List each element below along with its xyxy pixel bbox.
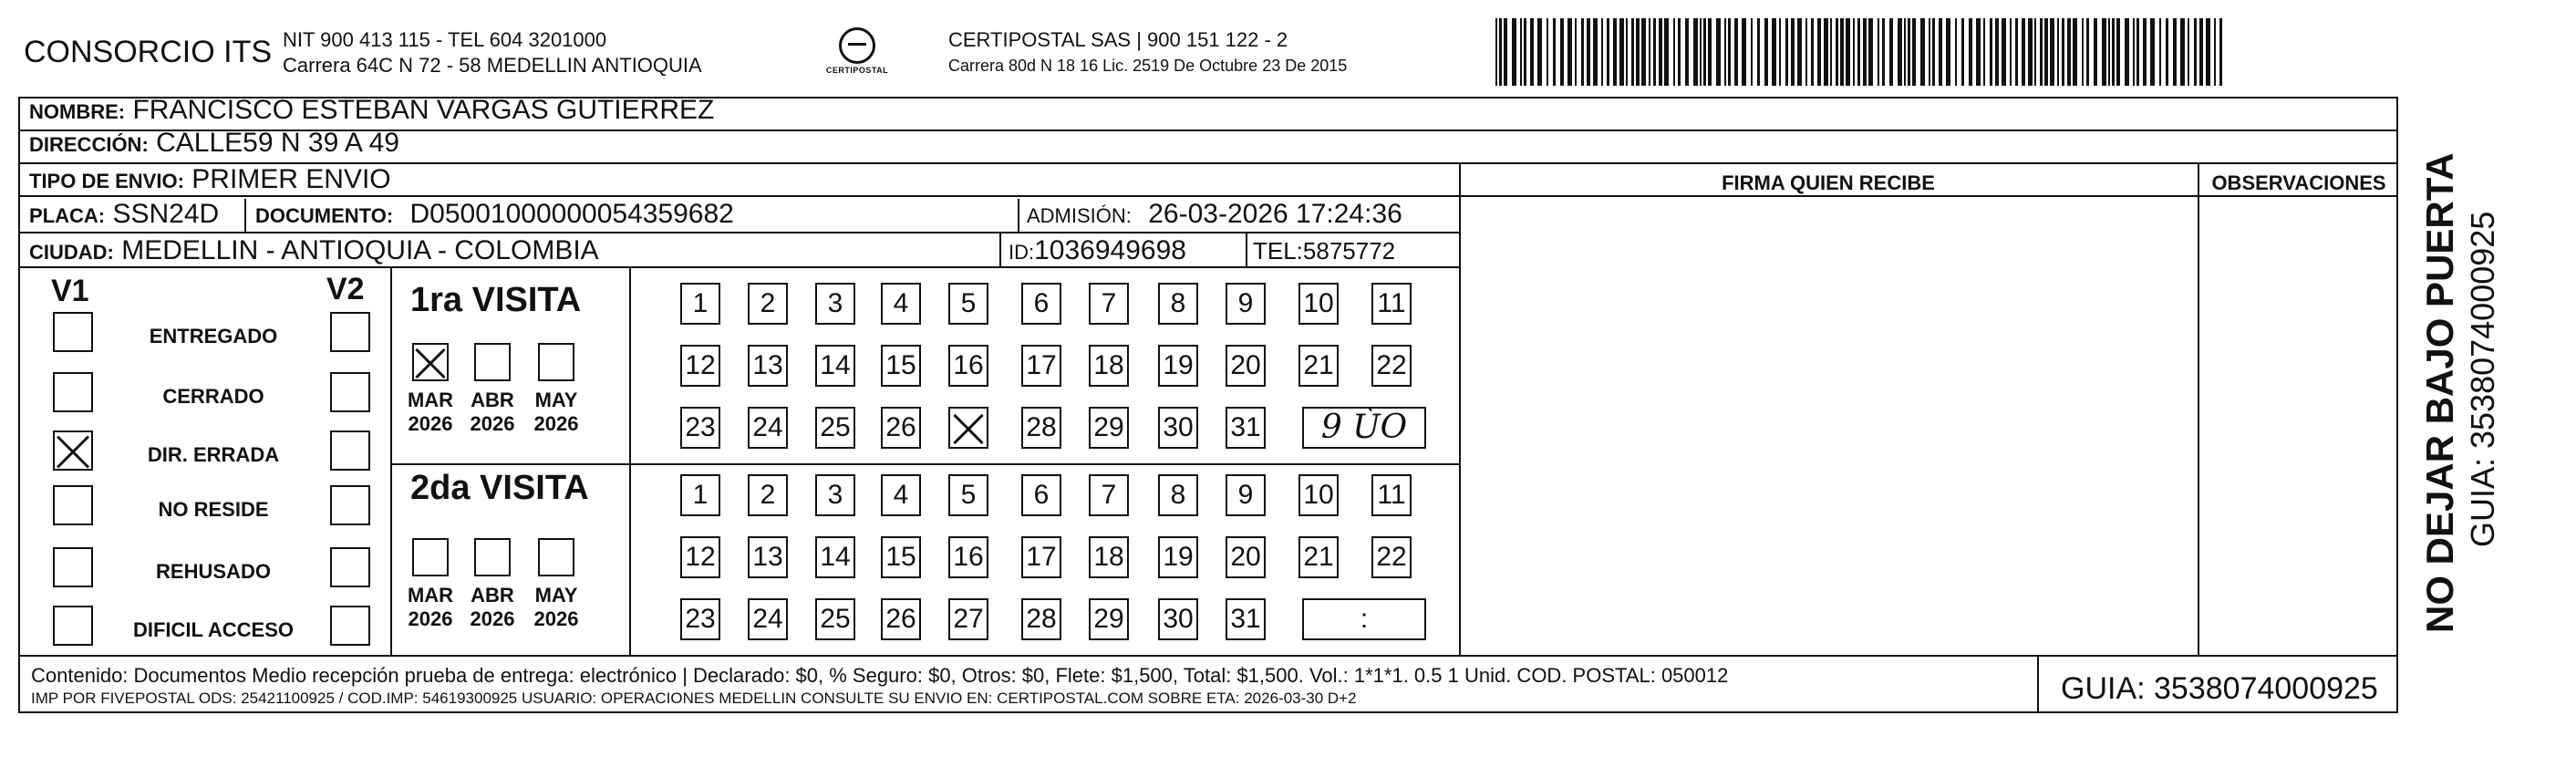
- barcode-bar: [2136, 18, 2139, 86]
- v2-header: V2: [326, 272, 365, 306]
- barcode-bar: [1751, 18, 1753, 86]
- v2-checkbox[interactable]: [330, 312, 370, 352]
- barcode-bar: [1659, 18, 1662, 86]
- visit1-day-box[interactable]: 13: [748, 345, 788, 387]
- visit2-month-name: ABR: [471, 584, 514, 607]
- nit-line: NIT 900 413 115 - TEL 604 3201000: [283, 28, 607, 51]
- barcode-bar: [1757, 18, 1760, 86]
- visit2-month-label: [403, 584, 458, 631]
- barcode-bar: [1607, 18, 1609, 86]
- barcode-bar: [1995, 18, 1999, 86]
- visit2-month-checkbox[interactable]: [412, 538, 449, 576]
- visit1-day-box[interactable]: 8: [1158, 283, 1198, 325]
- visit2-day-box[interactable]: 24: [748, 598, 788, 640]
- barcode-bar: [1920, 18, 1925, 86]
- documento-value: D05001000000054359682: [409, 199, 734, 229]
- barcode-bar: [1882, 18, 1885, 86]
- barcode-bar: [2150, 18, 2155, 86]
- barcode-bar: [1495, 18, 1497, 86]
- barcode-bar: [2143, 18, 2147, 86]
- barcode-bar: [1805, 18, 1807, 86]
- nombre-field: [29, 95, 714, 126]
- side-guia-text: GUIA: 3538074000925: [2464, 211, 2501, 547]
- barcode-bar: [1797, 18, 1802, 86]
- visit2-month-label: [529, 584, 584, 631]
- barcode-bar: [1524, 18, 1526, 86]
- barcode-bar: [2219, 18, 2222, 86]
- visit2-day-box[interactable]: 31: [1226, 598, 1266, 640]
- barcode-bar: [1649, 18, 1650, 86]
- visit1-day-box[interactable]: 29: [1089, 407, 1129, 449]
- barcode-bar: [1878, 18, 1879, 86]
- visit1-day-box[interactable]: 14: [815, 345, 855, 387]
- logo-icon: [839, 27, 875, 64]
- barcode-bar: [1547, 18, 1548, 86]
- barcode-bar: [2094, 18, 2097, 86]
- tel-label: TEL:: [1253, 237, 1303, 264]
- visit1-day-box[interactable]: 17: [1021, 345, 1061, 387]
- barcode-bar: [1990, 18, 1992, 86]
- barcode-bar: [1939, 18, 1942, 86]
- barcode-bar: [1512, 18, 1516, 86]
- barcode-bar: [2188, 18, 2189, 86]
- visit2-day-box[interactable]: 12: [680, 536, 720, 578]
- v2-checkbox[interactable]: [330, 372, 370, 412]
- tipo-envio-field: [29, 164, 391, 195]
- visit1-month-year: 2026: [408, 412, 453, 435]
- company-name: CONSORCIO ITS: [24, 35, 273, 69]
- visit2-month-checkbox[interactable]: [474, 538, 511, 576]
- visit2-day-box[interactable]: 25: [815, 598, 855, 640]
- status-label: NO RESIDE: [158, 498, 269, 521]
- barcode-bar: [1863, 18, 1867, 86]
- barcode-bar: [2125, 18, 2129, 86]
- barcode-bar: [1641, 18, 1646, 86]
- barcode-bar: [2022, 18, 2025, 86]
- placa-label: PLACA:: [29, 204, 106, 227]
- barcode-bar: [1626, 18, 1628, 86]
- guia-number: GUIA: 3538074000925: [2061, 671, 2378, 706]
- barcode-bar: [1575, 18, 1577, 86]
- tel-value: 5875772: [1302, 237, 1396, 264]
- v1-checkbox[interactable]: [53, 485, 93, 525]
- visit2-title: 2da VISITA: [410, 469, 589, 507]
- v1-checkbox[interactable]: [53, 606, 93, 646]
- status-label: CERRADO: [162, 385, 264, 408]
- barcode-bar: [2173, 18, 2177, 86]
- certipostal-license: Carrera 80d N 18 16 Lic. 2519 De Octubre 23 De 2015: [948, 57, 1348, 75]
- barcode-bar: [2194, 18, 2197, 86]
- visit1-time-value: 9 ÙO: [1320, 409, 1408, 446]
- id-field: [1009, 235, 1186, 266]
- visit1-month-label: [465, 389, 520, 436]
- barcode-bar: [1908, 18, 1910, 86]
- visit1-day-box[interactable]: 28: [1021, 407, 1061, 449]
- visit1-month-checkbox[interactable]: [412, 343, 449, 381]
- visit1-month-checkbox[interactable]: [474, 343, 511, 381]
- visit1-day-box[interactable]: 24: [748, 407, 788, 449]
- visit2-day-box[interactable]: 20: [1226, 536, 1266, 578]
- visit1-day-box[interactable]: 20: [1226, 345, 1266, 387]
- barcode-bar: [1830, 18, 1832, 86]
- barcode-bar: [1811, 18, 1814, 86]
- barcode-bar: [2206, 18, 2210, 86]
- admision-label: ADMISIÓN:: [1027, 204, 1132, 227]
- barcode-bar: [1742, 18, 1746, 86]
- visit2-month-name: MAR: [407, 584, 454, 607]
- barcode-bar: [1567, 18, 1572, 86]
- visit2-day-box[interactable]: 26: [881, 598, 921, 640]
- barcode-bar: [2133, 18, 2135, 86]
- visit2-month-year: 2026: [470, 607, 515, 630]
- barcode-bar: [1955, 18, 1957, 86]
- v2-checkbox[interactable]: [330, 430, 370, 471]
- visit1-day-box[interactable]: 2: [748, 283, 788, 325]
- barcode-bar: [1530, 18, 1534, 86]
- status-label: REHUSADO: [156, 560, 271, 583]
- visit1-month-name: ABR: [471, 389, 514, 411]
- barcode-bar: [1846, 18, 1850, 86]
- visit1-title: 1ra VISITA: [410, 281, 582, 319]
- barcode-bar: [1587, 18, 1590, 86]
- visit2-day-box[interactable]: 17: [1021, 536, 1061, 578]
- visit2-day-box[interactable]: 23: [680, 598, 720, 640]
- barcode-bar: [1636, 18, 1640, 86]
- visit1-month-checkbox[interactable]: [538, 343, 574, 381]
- barcode-bar: [1836, 18, 1838, 86]
- barcode-bar: [1932, 18, 1935, 86]
- barcode-bar: [1969, 18, 1972, 86]
- barcode-bar: [2015, 18, 2018, 86]
- barcode-bar: [2086, 18, 2089, 86]
- direccion-field: [29, 128, 399, 159]
- contenido-text: Contenido: Documentos Medio recepción prueba de entrega: electrónico | Declarado: $0, % Seguro: $0, Otros: $0, Flete: $1,500, Total: $1,500. Vol.: 1*1*1. 0.5 1 Unid. COD. POSTAL: 050012: [31, 664, 1729, 687]
- status-label: ENTREGADO: [149, 325, 278, 347]
- barcode-bar: [1868, 18, 1873, 86]
- barcode-bar: [1791, 18, 1795, 86]
- visit2-month-year: 2026: [408, 607, 453, 630]
- nombre-value: FRANCISCO ESTEBAN VARGAS GUTIERREZ: [132, 95, 715, 125]
- visit1-month-year: 2026: [470, 412, 515, 435]
- direccion-label: DIRECCIÓN:: [29, 133, 149, 156]
- visit2-day-box[interactable]: 16: [948, 536, 988, 578]
- barcode-bar: [1929, 18, 1930, 86]
- barcode-bar: [2002, 18, 2006, 86]
- visit2-day-box[interactable]: 8: [1158, 474, 1198, 516]
- firma-header: FIRMA QUIEN RECIBE: [1722, 171, 1935, 194]
- visit1-day-box[interactable]: 18: [1089, 345, 1129, 387]
- visit1-day-box[interactable]: 12: [680, 345, 720, 387]
- barcode-bar: [1779, 18, 1781, 86]
- visit2-day-box[interactable]: 19: [1158, 536, 1198, 578]
- v1-checkbox[interactable]: [53, 312, 93, 352]
- visit2-month-name: MAY: [534, 584, 578, 607]
- barcode: [1495, 18, 2225, 86]
- certipostal-logo: [812, 27, 903, 78]
- barcode-bar: [1703, 18, 1706, 86]
- barcode-bar: [2040, 18, 2043, 86]
- direccion-value: CALLE59 N 39 A 49: [156, 128, 399, 158]
- visit2-day-box[interactable]: 22: [1371, 536, 1412, 578]
- id-label: ID:: [1009, 241, 1035, 264]
- ciudad-field: [29, 235, 599, 266]
- status-label: DIR. ERRADA: [147, 443, 280, 466]
- barcode-bar: [2034, 18, 2036, 86]
- barcode-bar: [1857, 18, 1860, 86]
- barcode-bar: [1724, 18, 1726, 86]
- visit1-day-box[interactable]: 31: [1226, 407, 1266, 449]
- barcode-bar: [1946, 18, 1950, 86]
- barcode-bar: [1700, 18, 1702, 86]
- observaciones-header: OBSERVACIONES: [2211, 171, 2386, 194]
- visit2-day-box[interactable]: 11: [1371, 474, 1412, 516]
- visit1-day-box[interactable]: 11: [1371, 283, 1412, 325]
- visit2-day-box[interactable]: 27: [948, 598, 988, 640]
- barcode-bar: [2073, 18, 2077, 86]
- no-dejar-text: NO DEJAR BAJO PUERTA: [2418, 152, 2461, 633]
- visit2-day-box[interactable]: 21: [1298, 536, 1339, 578]
- v1-header: V1: [51, 274, 89, 308]
- v1-checkbox[interactable]: [53, 430, 93, 471]
- barcode-bar: [2082, 18, 2084, 86]
- barcode-bar: [1653, 18, 1656, 86]
- v2-checkbox[interactable]: [330, 547, 370, 587]
- barcode-bar: [1504, 18, 1507, 86]
- visit1-day-box[interactable]: 22: [1371, 345, 1412, 387]
- visit1-month-name: MAY: [534, 389, 578, 411]
- barcode-bar: [1904, 18, 1906, 86]
- visit1-day-box[interactable]: 7: [1089, 283, 1129, 325]
- barcode-bar: [1685, 18, 1689, 86]
- visit2-month-checkbox[interactable]: [538, 538, 574, 576]
- visit1-day-box[interactable]: 23: [680, 407, 720, 449]
- barcode-bar: [1664, 18, 1669, 86]
- visit1-day-box[interactable]: 1: [680, 283, 720, 325]
- visit2-day-box[interactable]: 6: [1021, 474, 1061, 516]
- barcode-bar: [2112, 18, 2115, 86]
- tel-field: [1253, 237, 1395, 265]
- visit1-day-box[interactable]: 9: [1226, 283, 1266, 325]
- certipostal-info: [948, 27, 1347, 78]
- barcode-bar: [1961, 18, 1964, 86]
- barcode-bar: [2067, 18, 2071, 86]
- visit2-day-box[interactable]: 2: [748, 474, 788, 516]
- logo-text: CERTIPOSTAL: [825, 66, 889, 75]
- v1-checkbox[interactable]: [53, 547, 93, 587]
- barcode-bar: [1840, 18, 1844, 86]
- barcode-bar: [1976, 18, 1981, 86]
- barcode-bar: [1678, 18, 1681, 86]
- tipo-envio-label: TIPO DE ENVIO:: [29, 170, 184, 192]
- barcode-bar: [1824, 18, 1828, 86]
- barcode-bar: [1785, 18, 1788, 86]
- id-value: 1036949698: [1034, 235, 1186, 265]
- visit2-time-box[interactable]: [1302, 598, 1426, 640]
- barcode-bar: [1772, 18, 1776, 86]
- visit1-day-box[interactable]: 21: [1298, 345, 1339, 387]
- placa-value: SSN24D: [112, 199, 220, 229]
- barcode-bar: [1601, 18, 1603, 86]
- visit2-day-box[interactable]: 28: [1021, 598, 1061, 640]
- barcode-bar: [1619, 18, 1624, 86]
- barcode-bar: [2199, 18, 2203, 86]
- barcode-bar: [1560, 18, 1564, 86]
- visit1-day-box[interactable]: 25: [815, 407, 855, 449]
- visit2-month-label: [465, 584, 520, 631]
- admision-value: 26-03-2026 17:24:36: [1148, 199, 1402, 229]
- barcode-bar: [1673, 18, 1675, 86]
- documento-label: DOCUMENTO:: [255, 204, 394, 227]
- barcode-bar: [2180, 18, 2185, 86]
- barcode-bar: [2050, 18, 2054, 86]
- visit1-day-box[interactable]: 26: [881, 407, 921, 449]
- visit2-time-value: :: [1360, 604, 1369, 634]
- barcode-bar: [1708, 18, 1712, 86]
- visit1-day-box[interactable]: 5: [948, 283, 988, 325]
- barcode-bar: [1631, 18, 1634, 86]
- visit1-day-box[interactable]: 16: [948, 345, 988, 387]
- visit2-day-box[interactable]: 18: [1089, 536, 1129, 578]
- visit2-day-box[interactable]: 9: [1226, 474, 1266, 516]
- documento-field: [255, 199, 734, 230]
- visit1-day-box[interactable]: 10: [1298, 283, 1339, 325]
- barcode-bar: [1853, 18, 1855, 86]
- barcode-bar: [2159, 18, 2161, 86]
- visit2-day-box[interactable]: 5: [948, 474, 988, 516]
- visit1-month-name: MAR: [407, 389, 454, 411]
- barcode-bar: [2057, 18, 2059, 86]
- placa-field: [29, 199, 219, 230]
- visit1-day-box[interactable]: 4: [881, 283, 921, 325]
- visit2-day-box[interactable]: 1: [680, 474, 720, 516]
- visit2-day-box[interactable]: 14: [815, 536, 855, 578]
- visit1-day-box[interactable]: [948, 407, 988, 449]
- ciudad-value: MEDELLIN - ANTIOQUIA - COLOMBIA: [121, 235, 599, 265]
- v2-checkbox[interactable]: [330, 485, 370, 525]
- visit2-month-year: 2026: [533, 607, 579, 630]
- barcode-bar: [1499, 18, 1502, 86]
- visit1-day-box[interactable]: 19: [1158, 345, 1198, 387]
- visit1-day-box[interactable]: 30: [1158, 407, 1198, 449]
- barcode-bar: [2108, 18, 2110, 86]
- barcode-bar: [1613, 18, 1617, 86]
- visit2-day-box[interactable]: 15: [881, 536, 921, 578]
- ciudad-label: CIUDAD:: [29, 241, 114, 264]
- v2-checkbox[interactable]: [330, 606, 370, 646]
- visit2-day-box[interactable]: 3: [815, 474, 855, 516]
- company-info: [283, 27, 702, 78]
- visit1-month-year: 2026: [533, 412, 579, 435]
- visit2-day-box[interactable]: 13: [748, 536, 788, 578]
- visit1-time-box[interactable]: [1302, 407, 1426, 449]
- visit2-day-box[interactable]: 10: [1298, 474, 1339, 516]
- barcode-bar: [2102, 18, 2106, 86]
- tipo-envio-value: PRIMER ENVIO: [191, 164, 391, 194]
- nombre-label: NOMBRE:: [29, 100, 126, 123]
- barcode-bar: [1553, 18, 1556, 86]
- admision-field: [1027, 199, 1402, 230]
- barcode-bar: [2116, 18, 2120, 86]
- visit1-month-label: [403, 389, 458, 436]
- visit2-day-box[interactable]: 30: [1158, 598, 1198, 640]
- barcode-bar: [2044, 18, 2048, 86]
- address-line: Carrera 64C N 72 - 58 MEDELLIN ANTIOQUIA: [283, 54, 702, 77]
- barcode-bar: [1581, 18, 1584, 86]
- barcode-bar: [1537, 18, 1542, 86]
- barcode-bar: [1593, 18, 1598, 86]
- barcode-bar: [1693, 18, 1698, 86]
- barcode-bar: [1889, 18, 1893, 86]
- barcode-bar: [1912, 18, 1916, 86]
- barcode-bar: [1898, 18, 1902, 86]
- barcode-bar: [2062, 18, 2064, 86]
- visit1-day-box[interactable]: 3: [815, 283, 855, 325]
- barcode-bar: [1728, 18, 1731, 86]
- barcode-bar: [1764, 18, 1768, 86]
- visit1-day-box[interactable]: 15: [881, 345, 921, 387]
- barcode-bar: [1520, 18, 1522, 86]
- barcode-bar: [1716, 18, 1721, 86]
- visit2-day-box[interactable]: 29: [1089, 598, 1129, 640]
- barcode-bar: [2028, 18, 2033, 86]
- visit1-day-box[interactable]: 6: [1021, 283, 1061, 325]
- barcode-bar: [1817, 18, 1821, 86]
- barcode-bar: [1983, 18, 1985, 86]
- barcode-bar: [2214, 18, 2216, 86]
- barcode-bar: [1734, 18, 1738, 86]
- status-label: DIFICIL ACCESO: [132, 618, 294, 641]
- barcode-bar: [2010, 18, 2012, 86]
- visit1-month-label: [529, 389, 584, 436]
- imp-text: IMP POR FIVEPOSTAL ODS: 25421100925 / COD.IMP: 54619300925 USUARIO: OPERACIONES MEDELLIN CONSULTE SU ENVIO EN: CERTIPOSTAL.COM SOBRE ETA: 2026-03-30 D+2: [31, 690, 1357, 707]
- barcode-bar: [2166, 18, 2168, 86]
- visit2-day-box[interactable]: 7: [1089, 474, 1129, 516]
- v1-checkbox[interactable]: [53, 372, 93, 412]
- certipostal-line: CERTIPOSTAL SAS | 900 151 122 - 2: [948, 28, 1288, 51]
- visit2-day-box[interactable]: 4: [881, 474, 921, 516]
